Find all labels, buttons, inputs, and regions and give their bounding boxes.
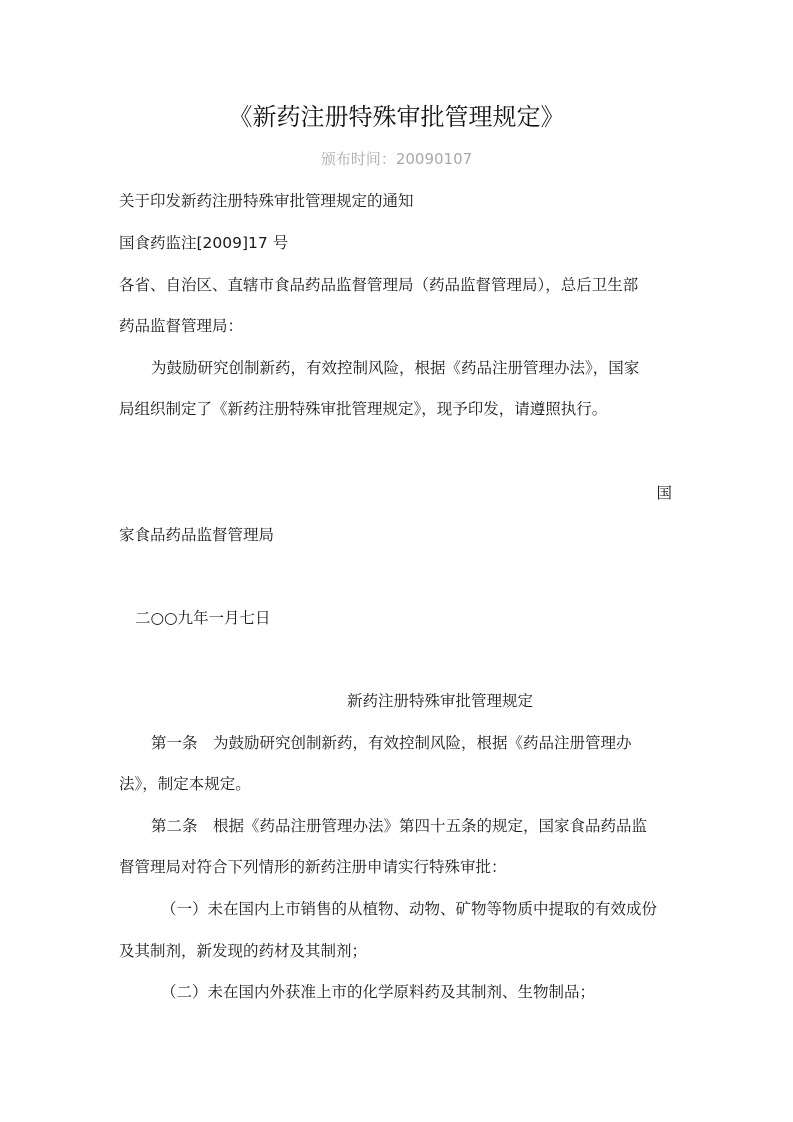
article-1-line-2: 法》，制定本规定。: [119, 775, 251, 793]
article-2-line-2: 督管理局对符合下列情形的新药注册申请实行特殊审批：: [119, 858, 507, 876]
publish-date: 颁布时间：20090107: [320, 150, 473, 168]
signature-part-2: 家食品药品监督管理局: [119, 526, 275, 544]
sign-date: 二○○九年一月七日: [135, 609, 271, 627]
signature-part-1: 国: [656, 484, 672, 502]
doc-number: 国食药监注[2009]17 号: [119, 234, 289, 252]
document-title: 《新药注册特殊审批管理规定》: [228, 103, 565, 131]
body-line-2: 局组织制定了《新药注册特殊审批管理规定》，现予印发，请遵照执行。: [119, 400, 608, 418]
body-line-1: 为鼓励研究创制新药，有效控制风险，根据《药品注册管理办法》，国家: [151, 359, 640, 377]
recipients-line-2: 药品监督管理局：: [119, 317, 244, 335]
article-1-line-1: 第一条 为鼓励研究创制新药，有效控制风险，根据《药品注册管理办: [151, 734, 632, 752]
regulation-title: 新药注册特殊审批管理规定: [346, 692, 533, 710]
recipients-line-1: 各省、自治区、直辖市食品药品监督管理局（药品监督管理局），总后卫生部: [119, 276, 639, 294]
notice-title: 关于印发新药注册特殊审批管理规定的通知: [119, 192, 414, 210]
item-1-line-1: （一）未在国内上市销售的从植物、动物、矿物等物质中提取的有效成份: [161, 900, 658, 918]
item-1-line-2: 及其制剂，新发现的药材及其制剂；: [119, 942, 368, 960]
article-2-line-1: 第二条 根据《药品注册管理办法》第四十五条的规定，国家食品药品监: [151, 817, 648, 835]
item-2-line-1: （二）未在国内外获准上市的化学原料药及其制剂、生物制品；: [161, 983, 596, 1001]
